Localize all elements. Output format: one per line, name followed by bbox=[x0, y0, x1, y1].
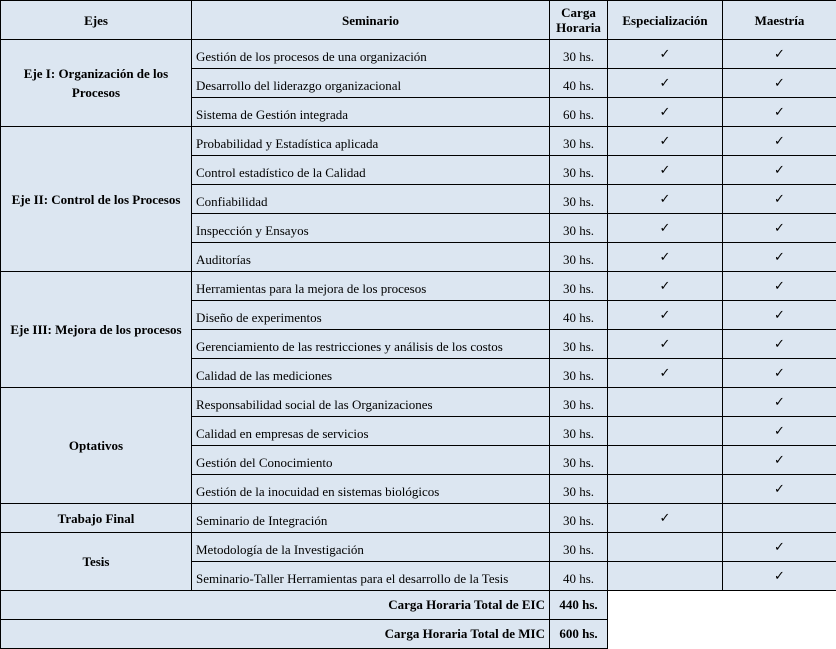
header-maestria: Maestría bbox=[723, 1, 836, 40]
maestria-cell bbox=[723, 272, 836, 301]
check-icon: ✓ bbox=[774, 162, 785, 178]
header-carga-line1: Carga bbox=[561, 5, 596, 20]
carga-horaria-cell: 30 hs. bbox=[550, 417, 608, 446]
header-seminario: Seminario bbox=[192, 1, 550, 40]
check-icon: ✓ bbox=[659, 510, 671, 526]
maestria-cell bbox=[723, 475, 836, 504]
especializacion-cell bbox=[608, 69, 723, 98]
table-row bbox=[1, 272, 836, 301]
seminario-cell: Metodología de la Investigación bbox=[192, 533, 550, 562]
check-icon: ✓ bbox=[774, 278, 785, 294]
seminario-cell: Auditorías bbox=[192, 243, 550, 272]
especializacion-cell bbox=[608, 214, 723, 243]
check-icon: ✓ bbox=[774, 336, 785, 352]
seminario-cell: Calidad en empresas de servicios bbox=[192, 417, 550, 446]
especializacion-cell bbox=[608, 330, 723, 359]
maestria-cell bbox=[723, 127, 836, 156]
seminario-cell: Calidad de las mediciones bbox=[192, 359, 550, 388]
maestria-cell bbox=[723, 562, 836, 591]
check-icon: ✓ bbox=[774, 133, 785, 149]
carga-horaria-cell: 30 hs. bbox=[550, 40, 608, 69]
check-icon: ✓ bbox=[659, 220, 671, 236]
table-row bbox=[1, 533, 836, 562]
check-icon: ✓ bbox=[659, 104, 671, 120]
carga-horaria-cell: 30 hs. bbox=[550, 243, 608, 272]
carga-horaria-cell: 60 hs. bbox=[550, 98, 608, 127]
header-especializacion: Especialización bbox=[608, 1, 723, 40]
check-icon: ✓ bbox=[659, 133, 671, 149]
check-icon: ✓ bbox=[659, 365, 671, 381]
total-value: 600 hs. bbox=[550, 620, 608, 649]
seminario-cell: Gestión del Conocimiento bbox=[192, 446, 550, 475]
maestria-cell bbox=[723, 359, 836, 388]
carga-horaria-cell: 30 hs. bbox=[550, 533, 608, 562]
maestria-cell bbox=[723, 301, 836, 330]
maestria-cell bbox=[723, 156, 836, 185]
eje-label: Trabajo Final bbox=[1, 504, 192, 533]
seminario-cell: Gestión de la inocuidad en sistemas biológicos bbox=[192, 475, 550, 504]
carga-horaria-cell: 30 hs. bbox=[550, 185, 608, 214]
especializacion-cell bbox=[608, 562, 723, 591]
check-icon: ✓ bbox=[774, 394, 785, 410]
total-row bbox=[1, 620, 836, 649]
seminario-cell: Gerenciamiento de las restricciones y análisis de los costos bbox=[192, 330, 550, 359]
carga-horaria-cell: 30 hs. bbox=[550, 504, 608, 533]
carga-horaria-cell: 30 hs. bbox=[550, 127, 608, 156]
especializacion-cell bbox=[608, 156, 723, 185]
table-row bbox=[1, 504, 836, 533]
seminario-cell: Gestión de los procesos de una organización bbox=[192, 40, 550, 69]
especializacion-cell bbox=[608, 243, 723, 272]
table-row bbox=[1, 127, 836, 156]
maestria-cell bbox=[723, 98, 836, 127]
especializacion-cell bbox=[608, 301, 723, 330]
empty-cell bbox=[608, 620, 836, 649]
total-label: Carga Horaria Total de EIC bbox=[1, 591, 550, 620]
seminario-cell: Probabilidad y Estadística aplicada bbox=[192, 127, 550, 156]
total-row bbox=[1, 591, 836, 620]
check-icon: ✓ bbox=[659, 75, 671, 91]
especializacion-cell bbox=[608, 417, 723, 446]
maestria-cell bbox=[723, 40, 836, 69]
check-icon: ✓ bbox=[659, 336, 671, 352]
carga-horaria-cell: 30 hs. bbox=[550, 330, 608, 359]
seminario-cell: Control estadístico de la Calidad bbox=[192, 156, 550, 185]
eje-label: Eje II: Control de los Procesos bbox=[1, 127, 192, 272]
table-row bbox=[1, 388, 836, 417]
especializacion-cell bbox=[608, 40, 723, 69]
check-icon: ✓ bbox=[774, 423, 785, 439]
carga-horaria-cell: 30 hs. bbox=[550, 359, 608, 388]
maestria-cell bbox=[723, 388, 836, 417]
check-icon: ✓ bbox=[659, 46, 671, 62]
carga-horaria-cell: 30 hs. bbox=[550, 475, 608, 504]
check-icon: ✓ bbox=[774, 104, 785, 120]
seminario-cell: Herramientas para la mejora de los procesos bbox=[192, 272, 550, 301]
maestria-cell bbox=[723, 243, 836, 272]
carga-horaria-cell: 40 hs. bbox=[550, 301, 608, 330]
carga-horaria-cell: 30 hs. bbox=[550, 446, 608, 475]
table-body bbox=[1, 40, 836, 649]
especializacion-cell bbox=[608, 185, 723, 214]
especializacion-cell bbox=[608, 127, 723, 156]
check-icon: ✓ bbox=[774, 365, 785, 381]
empty-cell bbox=[608, 591, 836, 620]
check-icon: ✓ bbox=[774, 220, 785, 236]
check-icon: ✓ bbox=[774, 539, 785, 555]
header-ejes: Ejes bbox=[1, 1, 192, 40]
check-icon: ✓ bbox=[774, 307, 785, 323]
check-icon: ✓ bbox=[774, 191, 785, 207]
carga-horaria-cell: 30 hs. bbox=[550, 214, 608, 243]
check-icon: ✓ bbox=[774, 568, 785, 584]
check-icon: ✓ bbox=[774, 249, 785, 265]
total-label: Carga Horaria Total de MIC bbox=[1, 620, 550, 649]
carga-horaria-cell: 30 hs. bbox=[550, 156, 608, 185]
eje-label: Eje III: Mejora de los procesos bbox=[1, 272, 192, 388]
table-row bbox=[1, 40, 836, 69]
check-icon: ✓ bbox=[659, 162, 671, 178]
check-icon: ✓ bbox=[774, 75, 785, 91]
seminario-cell: Seminario-Taller Herramientas para el desarrollo de la Tesis bbox=[192, 562, 550, 591]
header-carga-horaria bbox=[550, 1, 608, 40]
carga-horaria-cell: 40 hs. bbox=[550, 562, 608, 591]
maestria-cell bbox=[723, 446, 836, 475]
eje-label: Eje I: Organización de los Procesos bbox=[1, 40, 192, 127]
maestria-cell bbox=[723, 417, 836, 446]
maestria-cell bbox=[723, 504, 836, 533]
total-value: 440 hs. bbox=[550, 591, 608, 620]
seminario-cell: Seminario de Integración bbox=[192, 504, 550, 533]
especializacion-cell bbox=[608, 446, 723, 475]
check-icon: ✓ bbox=[774, 46, 785, 62]
carga-horaria-cell: 30 hs. bbox=[550, 388, 608, 417]
carga-horaria-cell: 30 hs. bbox=[550, 272, 608, 301]
check-icon: ✓ bbox=[774, 481, 785, 497]
especializacion-cell bbox=[608, 504, 723, 533]
especializacion-cell bbox=[608, 359, 723, 388]
seminario-cell: Confiabilidad bbox=[192, 185, 550, 214]
eje-label: Tesis bbox=[1, 533, 192, 591]
maestria-cell bbox=[723, 69, 836, 98]
header-carga-line2: Horaria bbox=[556, 20, 601, 35]
seminario-cell: Responsabilidad social de las Organizaciones bbox=[192, 388, 550, 417]
maestria-cell bbox=[723, 185, 836, 214]
check-icon: ✓ bbox=[774, 452, 785, 468]
especializacion-cell bbox=[608, 475, 723, 504]
eje-label: Optativos bbox=[1, 388, 192, 504]
especializacion-cell bbox=[608, 98, 723, 127]
maestria-cell bbox=[723, 533, 836, 562]
seminario-cell: Inspección y Ensayos bbox=[192, 214, 550, 243]
seminario-cell: Sistema de Gestión integrada bbox=[192, 98, 550, 127]
check-icon: ✓ bbox=[659, 191, 671, 207]
maestria-cell bbox=[723, 330, 836, 359]
especializacion-cell bbox=[608, 533, 723, 562]
maestria-cell bbox=[723, 214, 836, 243]
check-icon: ✓ bbox=[659, 307, 671, 323]
seminario-cell: Diseño de experimentos bbox=[192, 301, 550, 330]
check-icon: ✓ bbox=[659, 249, 671, 265]
carga-horaria-cell: 40 hs. bbox=[550, 69, 608, 98]
especializacion-cell bbox=[608, 388, 723, 417]
check-icon: ✓ bbox=[659, 278, 671, 294]
header-row bbox=[1, 1, 836, 40]
especializacion-cell bbox=[608, 272, 723, 301]
seminario-cell: Desarrollo del liderazgo organizacional bbox=[192, 69, 550, 98]
